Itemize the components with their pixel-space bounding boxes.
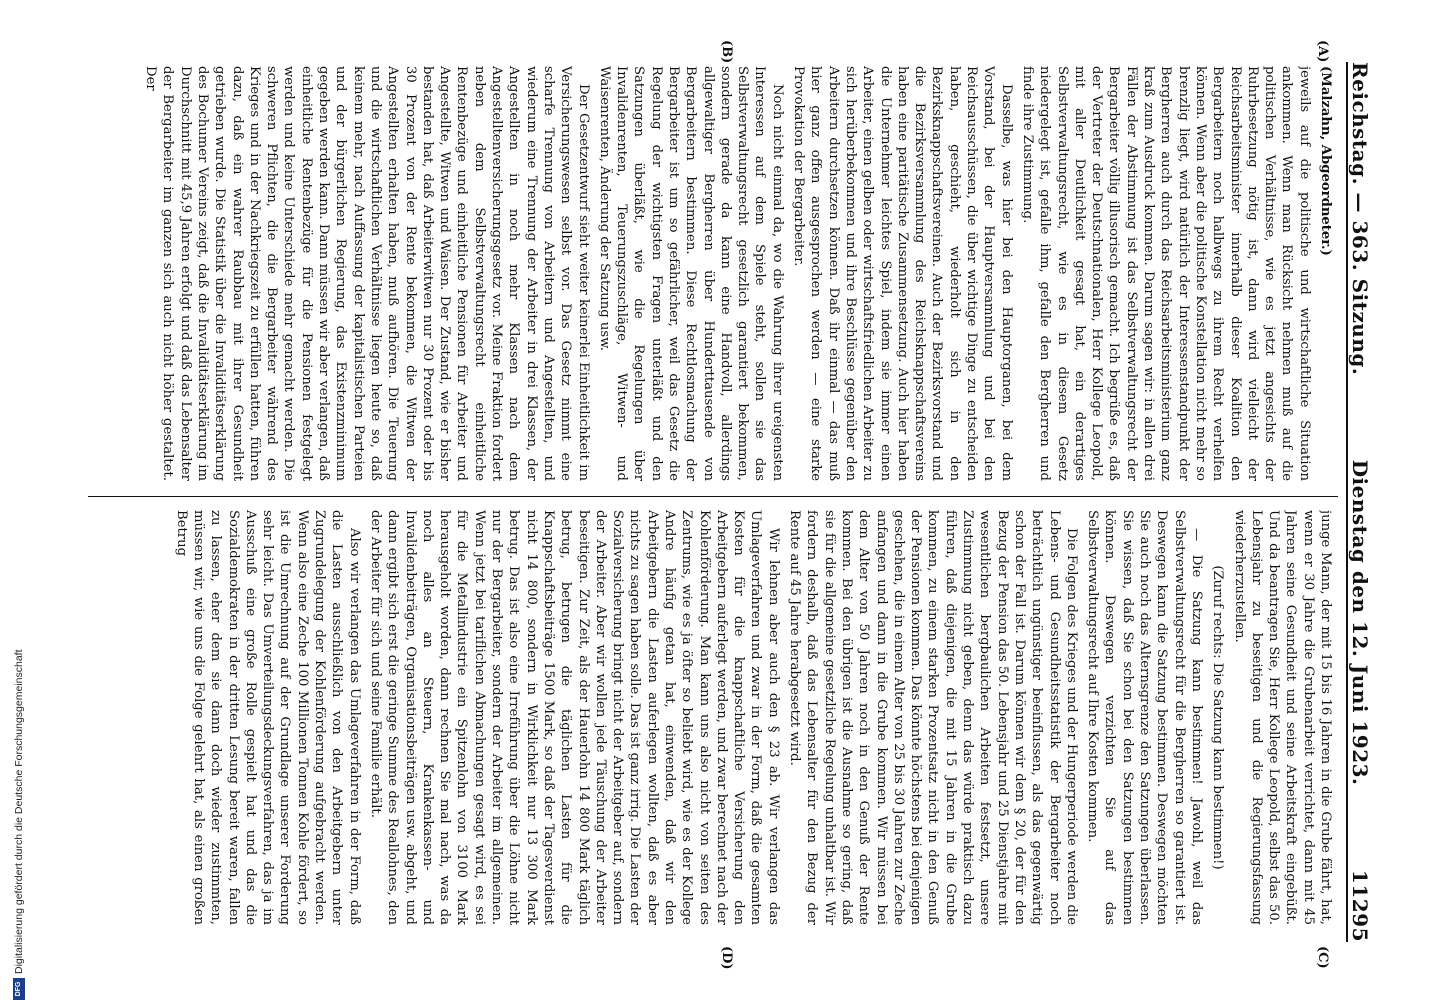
left-paragraph: jeweils auf die politische und wirtschaftliche Situation ankommen. Wenn man Rücksicht nehmen muß auf die politischen Verhältnisse, wie es jetzt angesichts der Ruhrbesetzung nötig ist, dann wird vielleicht der Reichsarbeitsminister innerhalb dieser Koalition den Bergarbeitern noch halbwegs zu ihrem Recht verhelfen können. Wenn aber die politische Konstellation nicht mehr so brenzlig liegt, wird natürlich der Interessenstandpunkt der Bergherren auch durch das Reichsarbeitsministerium ganz kraß zum Ausdruck kommen. Darum sagen wir: in allen drei Fällen der Abstimmung ist das Selbstverwaltungsrecht der Bergarbeiter völlig illusorisch gemacht. Ich begrüße es, daß der Vertreter der Deutschnationalen, Herr Kollege Leopold, mit aller Deutlichkeit gesagt hat, ein derartiges Selbstverwaltungsrecht, wie es in diesem Gesetz niedergelegt ist, gefalle ihm, gefalle den Bergherren und finde ihre Zustimmung. xyxy=(1019,66,1312,481)
right-paragraph: — Die Satzung kann bestimmen! Jawohl, weil das Selbstverwaltungsrecht für die Bergherren so garantiert ist. Deswegen kann die Satzung bestimmen. Deswegen möchten Sie auch noch das Alternsgrenze den Satzungen überlassen. Sie wissen, daß Sie schon bei den Satzungen bestimmen können. Deswegen verzichten Sie auf das Selbstverwaltungsrecht auf Ihre Kosten kommen. xyxy=(1085,510,1204,925)
left-paragraph: Dasselbe, was hier bei den Hauptorganen, bei dem Vorstand, bei der Hauptversammlung und bei den Reichsausschüssen, die über wichtige Dinge zu entscheiden haben, geschieht, wiederholt sich in den Bezirksknappschaftsvereinen. Auch der Bezirksvorstand und die Bezirksversammlung des Reichsknappschaftsvereins haben eine paritätische Zusammensetzung. Auch hier haben die Unternehmer leichtes Spiel, indem sie immer einen Arbeiter, einen gelben oder wirtschaftsfriedlichen Arbeiter zu sich herüberbekommen und ihre Beschlüsse gegenüber den Arbeitern durchsetzen können. Daß ihr einmal — das muß hier ganz offen ausgesprochen werden — eine starke Provokation der Bergarbeiter. xyxy=(791,66,1014,481)
margin-marker-d: (D) xyxy=(719,946,734,970)
credit-text: Digitalisierung gefördert durch die Deutsche Forschungsgemeinschaft xyxy=(13,649,25,974)
left-paragraph: Der Gesetzentwurf sieht weiter keinerlei Einheitlichkeit im Versicherungswesen selbst vor. Das Gesetz nimmt eine scharfe Trennung von Arbeitern und Angestellten, und wiederum eine Trennung der Arbeiter in drei Klassen, der Angestellten in noch mehr Klassen nach dem Angestelltenversicherungsgesetz vor. Meine Fraktion fordert neben dem Selbstverwaltungsrecht einheitliche Rentenbezüge und einheitliche Pensionen für Arbeiter und Angestellte, Witwen und Waisen. Der Zustand, wie er bisher bestanden hat, daß Arbeiterwitwen nur 30 Prozent oder bis 30 Prozent von der Rente bekommen, die Witwen der Angestellten erhalten haben, muß aufhören. Die Teuerung und die wirtschaftlichen Verhältnisse liegen heute so, daß keinem mehr, nach Auffassung der kapitalistischen Parteien und der bürgerlichen Regierung, das Existenzminimum gegeben werden kann. Dann müssen wir aber verlangen, daß einheitliche Rentenbezüge für die Pensionen festgelegt werden und keine Unterschiede mehr gemacht werden. Die schweren Pflichten, die die Bergarbeiter während des Krieges und in der Nachkriegszeit zu erfüllen hatten, führen dazu, daß ein wahrer Raubbau mit ihrer Gesundheit getrieben wurde. Die Statistik über die Invaliditätserklärung des Bochumer Vereins zeigt, daß die Invaliditätserklärung im Durchschnitt mit 45,9 Jahren erfolgt und daß das Lebensalter der Bergarbeiter im ganzen sich auch nicht höher gestaltet. Der xyxy=(143,66,591,481)
right-column xyxy=(94,510,1334,925)
column-divider xyxy=(88,496,1338,497)
right-paragraph: Wir lehnen aber auch den § 23 ab. Wir verlangen das Umlageverfahren und zwar in der Form, daß die gesamten Kosten für die knappschaftliche Versicherung den Arbeitgebern auferlegt werden, und zwar berechnet nach der Kohlenförderung. Man kann uns also nicht von seiten des Zentrums, wie es ja öfter so beliebt wird, wie es der Kollege Andre häufig getan hat, einwenden, daß wir den Arbeitgebern die Lasten auferlegen wollten, daß es aber nichts zu sagen haben solle. Das ist ganz irrig. Die Lasten der Sozialversicherung bringt nicht der Arbeitgeber auf, sondern der Arbeiter. Aber wir wollen jede Täuschung der Arbeiter beseitigen. Zur Zeit, als der Hauerlohn 14 800 Mark täglich betrug, betrugen die täglichen Lasten für die Knappschaftsbeiträge 1500 Mark, so daß der Tagesverdienst nicht 14 800, sondern in Wirklichkeit nur 13 300 Mark betrug. Das ist also eine Irreführung über die Löhne nicht nur der Bergarbeiter, sondern der Arbeiter im allgemeinen. Wenn jetzt bei tariflichen Abmachungen gesagt wird, es sei für die Metallindustrie ein Spitzenlohn von 3100 Mark herausgeholt worden, dann rechnen Sie mal nach, was da noch alles an Steuern, Krankenkassen- und Invalidenbeiträgen, Organisationsbeiträgen usw. abgeht, und dann ergibt sich erst die geringe Summe des Reallohnes, den der Arbeiter für sich und seine Familie erhält. xyxy=(367,510,781,925)
right-paragraph: Die Folgen des Krieges und der Hungerperiode werden die Lebens- und Gesundheitsstatistik der Bergarbeiter noch beträchtlich ungünstiger beeinflussen, als das gegenwärtig schon der Fall ist. Darum können wir dem § 20, der für den Bezug der Pension das 50. Lebensjahr und 25 Dienstjahre mit wesentlichen bergbaulichen Arbeiten festsetzt, unsere Zustimmung nicht geben, denn das würde praktisch dazu führen, daß diejenigen, die mit 15 Jahren in die Grube kommen, zu einem starken Prozentsatz nicht in den Genuß der Pensionen kommen. Das könnte höchstens bei denjenigen geschehen, die in einem Alter von 25 bis 30 Jahren zur Zeche anfangen und dann in die Grube kommen. Wir müssen bei dem Alter von 50 Jahren noch in den Genuß der Rente kommen. Bei den übrigen ist die Ausnahme so gering, daß sie für die allgemeine gesetzliche Regelung unhaltbar ist. Wir fordern deshalb, daß das Lebensalter für den Bezug der Rente auf 45 Jahre herabgesetzt wird. xyxy=(787,510,1079,925)
dfg-logo-icon: DFG xyxy=(13,978,25,1000)
margin-marker-a: (A) xyxy=(1315,40,1330,63)
header-date: Dienstag den 12. Juni 1923. xyxy=(1348,459,1372,786)
left-column xyxy=(94,66,1334,481)
right-paragraph: junge Mann, der mit 15 bis 16 Jahren in die Grube fährt, hat, wenn er 30 Jahre die Grubenarbeit verrichtet, dann mit 45 Jahren seine Gesundheit und seine Arbeitskraft eingebüßt. Und da beantragen Sie, Herr Kollege Leopold, selbst das 50. Lebensjahr zu beseitigen und die Regierungsfassung wiederherzustellen. xyxy=(1231,510,1333,925)
right-paragraph: Also wir verlangen das Umlageverfahren in der Form, daß die Lasten ausschließlich von den Arbeitgebern unter Zugrundelegung der Kohlenförderung aufgebracht werden. Wenn also eine Zeche 100 Millionen Tonnen Kohle fördert, so ist die Umrechnung auf der Grundlage unserer Forderung sehr leicht. Das Umverteilungsdeckungsverfahren, das ja im Ausschuß eine große Rolle gespielt hat und das die Sozialdemokraten in der dritten Lesung bereit waren, fallen zu lassen, eher dem sie dann doch wieder zustimmten, müssen wir, wie uns die Folge gelehrt hat, als einen großen Betrug xyxy=(173,510,362,925)
page-header xyxy=(1346,62,1382,942)
page-number: 11295 xyxy=(1348,869,1372,942)
interjection: (Zuruf rechts: Die Satzung kann bestimmen!) xyxy=(1210,565,1226,870)
speaker-attribution: (Malzahn, Abgeordneter.) xyxy=(1318,66,1333,256)
header-left: Reichstag. — 363. Sitzung. xyxy=(1348,62,1372,376)
margin-marker-b: (B) xyxy=(719,40,734,64)
digitization-credit xyxy=(12,0,26,1000)
margin-marker-c: (C) xyxy=(1315,946,1330,969)
left-paragraph: Noch nicht einmal da, wo die Wahrung ihrer ureigensten Interessen auf dem Spiele steht, sollen sie das Selbstverwaltungsrecht gesetzlich garantiert bekommen, sondern gerade da kann eine Handvoll, allerdings allgewaltiger Bergherren über Hunderttausende von Bergarbeitern bestimmen. Diese Rechtlosmachung der Bergarbeiter ist um so gefährlicher, weil das Gesetz die Regelung der wichtigsten Fragen unterläßt und den Satzungen überläßt, wie die Regelungen über Invalidenrenten, Teuerungszuschläge, Witwen- und Waisenrenten, Änderung der Satzung usw. xyxy=(596,66,785,481)
